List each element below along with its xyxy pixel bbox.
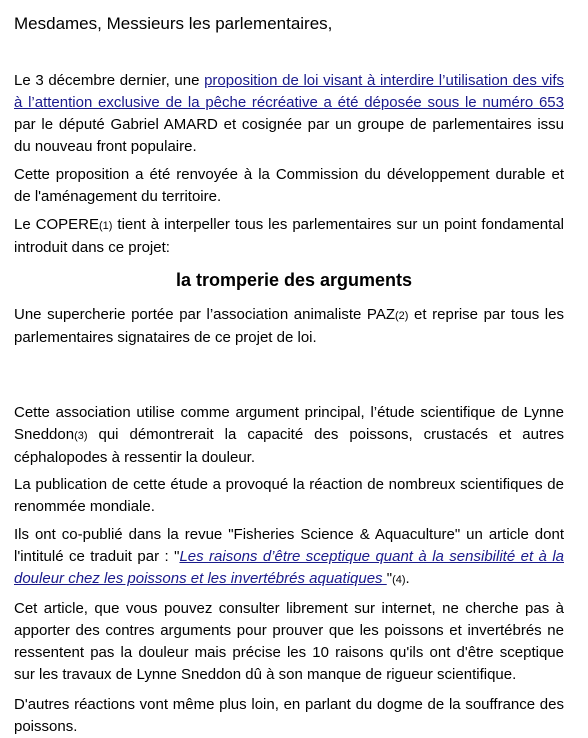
proposal-intro-text: Le 3 décembre dernier, une	[14, 72, 205, 89]
proposal-link[interactable]: proposition de loi visant à interdire l’utilisation des vifs à l’attention exclusive de la pêche récréative a été déposée sous le numéro 653	[14, 72, 565, 111]
article-text: Ils ont co-publié dans la revue "Fisheries Science & Aquaculture" un article dont l'intitulé ce traduit par : "	[14, 526, 564, 565]
footnote-ref-4: (4)	[392, 574, 406, 586]
paragraph-proposal	[14, 70, 564, 158]
paragraph-article	[14, 524, 564, 591]
paragraph-copere	[14, 214, 564, 259]
paragraph-dogma: D'autres réactions vont même plus loin, en parlant du dogme de la souffrance des poissons.	[14, 696, 564, 735]
supercherie-text: Une supercherie portée par l’association animaliste PAZ	[14, 306, 395, 323]
salutation: Mesdames, Messieurs les parlementaires,	[14, 14, 333, 33]
footnote-ref-2: (2)	[394, 310, 409, 322]
sneddon-rest-text: qui démontrerait la capacité des poissons, crustacés et autres céphalopodes à ressentir la douleur.	[14, 426, 564, 466]
copere-text: Le COPERE	[14, 216, 99, 233]
footnote-ref-3: (3)	[74, 430, 88, 442]
footnote-ref-1: (1)	[99, 220, 113, 232]
section-heading: la tromperie des arguments	[175, 270, 413, 290]
sneddon-text: Cette association utilise comme argument principal, l’étude scientifique de Lynne Sneddon	[14, 404, 564, 443]
paragraph-skeptic-reasons: Cet article, que vous pouvez consulter librement sur internet, ne cherche pas à apporter des contres arguments pour prouver que les poissons et invertébrés ne ressentent pas la douleur mais précise les 10 raisons qu'ils ont d'être sceptique sur les travaux de Lynne Sneddon dû à son manque de rigueur scientifique.	[14, 600, 564, 683]
paragraph-reaction: La publication de cette étude a provoqué la réaction de nombreux scientifiques de renommée mondiale.	[14, 476, 564, 515]
article-title-link[interactable]: Les raisons d’être sceptique quant à la sensibilité et à la douleur chez les poissons et les invertébrés aquatiques	[14, 548, 564, 587]
article-quote-close: "	[386, 570, 393, 587]
paragraph-sneddon	[14, 402, 564, 469]
copere-rest-text: tient à interpeller tous les parlementaires sur un point fondamental introduit dans ce projet:	[14, 216, 564, 256]
proposal-rest-text: par le député Gabriel AMARD et cosignée par un groupe de parlementaires issu du nouveau front populaire.	[14, 116, 564, 155]
paragraph-commission: Cette proposition a été renvoyée à la Commission du développement durable et de l'aménagement du territoire.	[14, 166, 564, 205]
supercherie-rest-text: et reprise par tous les parlementaires signataires de ce projet de loi.	[14, 306, 564, 346]
article-period: .	[405, 570, 410, 587]
paragraph-supercherie	[14, 304, 564, 349]
